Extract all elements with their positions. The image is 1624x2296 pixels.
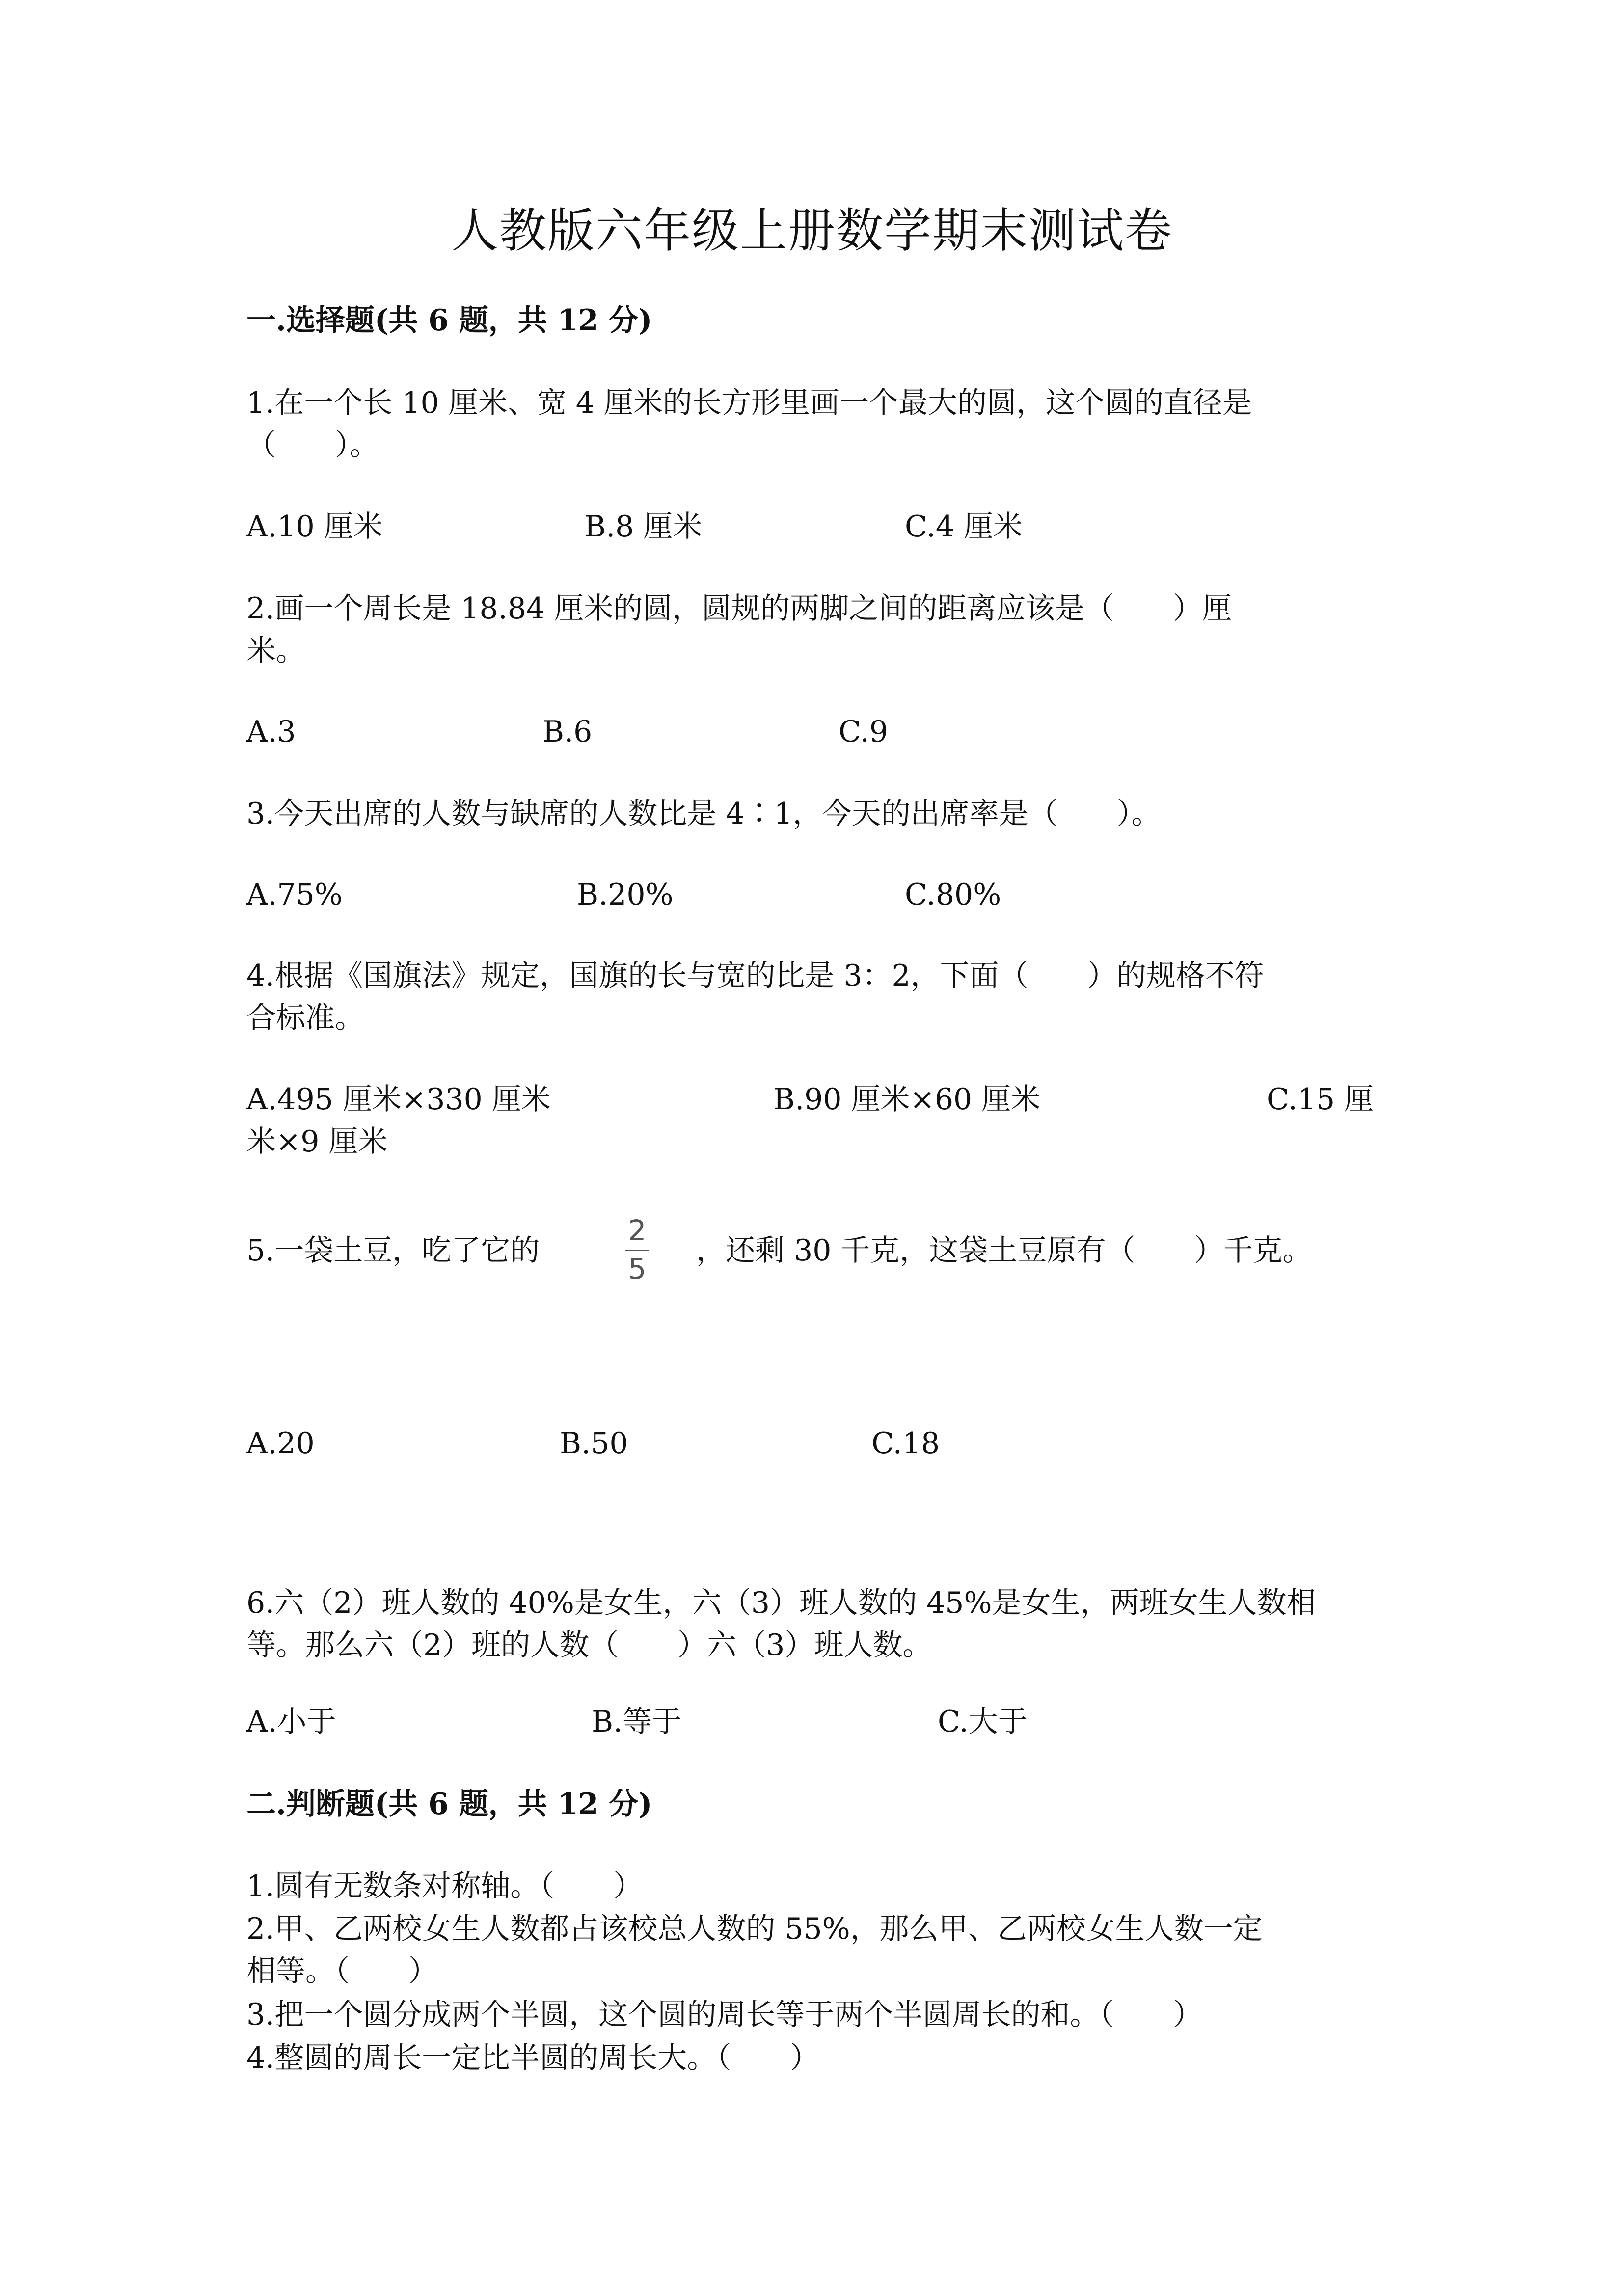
section-heading-choice: 一.选择题(共 6 题，共 12 分) — [246, 303, 652, 338]
question-5-prefix: 5.一袋土豆，吃了它的 — [246, 1233, 540, 1268]
question-4-line-1: 4.根据《国旗法》规定，国旗的长与宽的比是 3：2，下面（ ）的规格不符 — [246, 959, 1264, 993]
question-1-option-b: B.8 厘米 — [584, 509, 703, 544]
question-2-line-1: 2.画一个周长是 18.84 厘米的圆，圆规的两脚之间的距离应该是（ ）厘 — [246, 591, 1232, 626]
question-4-option-b: B.90 厘米×60 厘米 — [773, 1082, 1041, 1117]
question-3-option-b: B.20% — [577, 878, 674, 912]
question-5-option-b: B.50 — [560, 1426, 628, 1461]
question-4-option-c: C.15 厘 — [1267, 1082, 1374, 1117]
judge-question-4: 4.整圆的周长一定比半圆的周长大。（ ） — [246, 2041, 820, 2075]
question-1-line-2: （ ）。 — [246, 428, 379, 462]
fraction-two-fifths — [623, 1213, 652, 1287]
fraction-bar — [625, 1250, 649, 1251]
question-6-option-c: C.大于 — [938, 1705, 1028, 1739]
question-2-option-b: B.6 — [542, 715, 593, 749]
question-6-option-a: A.小于 — [246, 1705, 336, 1739]
question-1-option-c: C.4 厘米 — [905, 509, 1023, 544]
question-6-line-2: 等。那么六（2）班的人数（ ）六（3）班人数。 — [246, 1628, 932, 1662]
question-2-option-c: C.9 — [839, 715, 889, 749]
judge-question-1: 1.圆有无数条对称轴。（ ） — [246, 1869, 643, 1903]
page-title: 人教版六年级上册数学期末测试卷 — [451, 203, 1173, 258]
question-2-option-a: A.3 — [246, 715, 296, 749]
question-5-option-a: A.20 — [246, 1426, 315, 1461]
judge-question-2-line-2: 相等。（ ） — [246, 1954, 438, 1988]
question-3-option-c: C.80% — [905, 878, 1001, 912]
question-4-line-3: 米×9 厘米 — [246, 1124, 388, 1159]
question-2-line-2: 米。 — [246, 634, 305, 668]
question-3-line-1: 3.今天出席的人数与缺席的人数比是 4∶1，今天的出席率是（ ）。 — [246, 797, 1161, 831]
question-3-option-a: A.75% — [246, 878, 343, 912]
question-4-line-2: 合标准。 — [246, 1001, 364, 1035]
question-1-line-1: 1.在一个长 10 厘米、宽 4 厘米的长方形里画一个最大的圆，这个圆的直径是 — [246, 386, 1252, 420]
question-6-line-1: 6.六（2）班人数的 40%是女生，六（3）班人数的 45%是女生，两班女生人数相 — [246, 1586, 1316, 1620]
question-5-option-c: C.18 — [871, 1426, 940, 1461]
fraction-denominator: 5 — [628, 1252, 647, 1285]
question-4-option-a: A.495 厘米×330 厘米 — [246, 1082, 551, 1117]
question-1-option-a: A.10 厘米 — [246, 509, 383, 544]
fraction-numerator: 2 — [628, 1214, 647, 1247]
question-5-suffix: ，还剩 30 千克，这袋土豆原有（ ）千克。 — [696, 1233, 1312, 1268]
judge-question-3: 3.把一个圆分成两个半圆，这个圆的周长等于两个半圆周长的和。（ ） — [246, 1998, 1203, 2032]
question-6-option-b: B.等于 — [592, 1705, 682, 1739]
section-heading-judge: 二.判断题(共 6 题，共 12 分) — [246, 1787, 652, 1821]
judge-question-2-line-1: 2.甲、乙两校女生人数都占该校总人数的 55%，那么甲、乙两校女生人数一定 — [246, 1912, 1263, 1946]
